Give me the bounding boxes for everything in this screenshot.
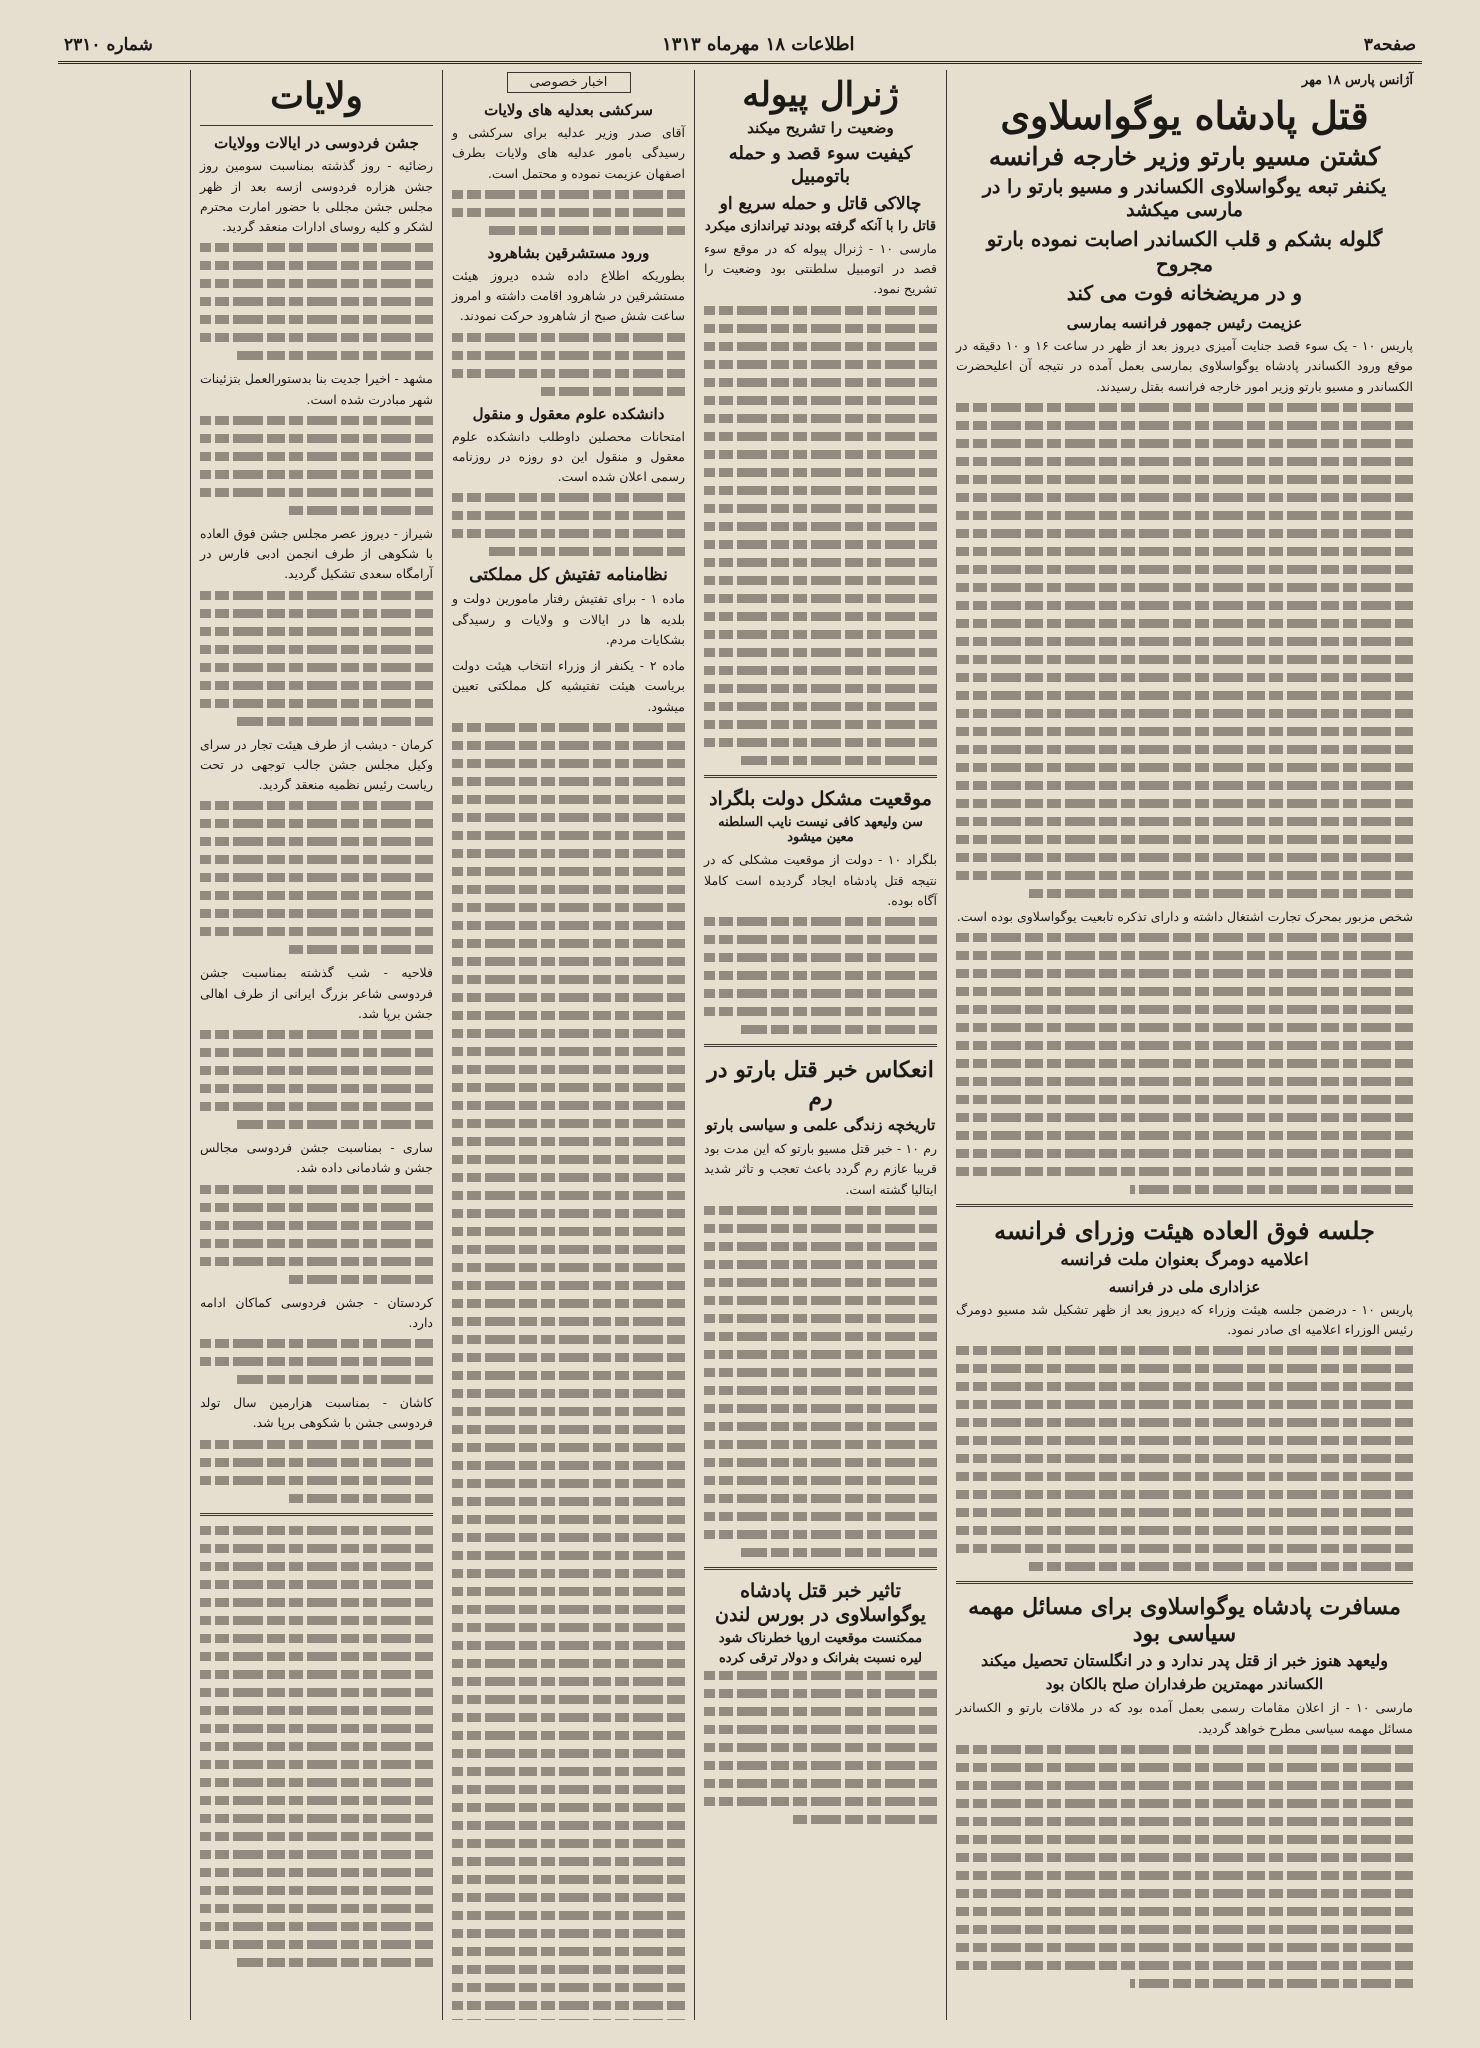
text-lines (200, 243, 433, 360)
article-paragraph: رضائیه - روز گذشته بمناسبت سومین روز جشن هزاره فردوسی ازسه بعد از ظهر مجلس جشن مجللی با حضور امارت محترم لشکر و کلیه روسای ادارات منعقد گردید. (200, 158, 433, 235)
divider (704, 1567, 937, 1570)
headline-rome-reaction: انعکاس خبر قتل بارتو در رم (707, 1057, 934, 1111)
divider (200, 125, 433, 126)
column-special-news (442, 70, 694, 2020)
agency-line: آژانس پارس ۱۸ مهر (1301, 73, 1413, 88)
divider (704, 1044, 937, 1047)
article-paragraph: رم ۱۰ - خبر قتل مسیو بارتو که این مدت بود قریبا عازم رم گردد باعث تعجب و تاثر شدید ایتالیا گشته است. (704, 1141, 938, 1197)
text-lines (200, 1185, 433, 1284)
text-lines (704, 917, 937, 1034)
text-lines (200, 1526, 433, 1967)
article-paragraph: مشهد - اخیرا جدیت بنا بدستورالعمل بتزئینات شهر مبادرت شده است. (200, 371, 433, 407)
issue-number: شماره ۲۳۱۰ (64, 34, 153, 55)
text-lines (200, 416, 433, 515)
article-paragraph: آقای صدر وزیر عدلیه برای سرکشی و رسیدگی بامور عدلیه های ولایات بطرف اصفهان عزیمت نموده و محتمل است. (452, 125, 685, 181)
divider (956, 1581, 1413, 1584)
headline-sub-shooting: قاتل را با آنکه گرفته بودند تیراندازی میکرد (704, 218, 937, 234)
headline-sub-regent: سن ولیعهد کافی نیست نایب السلطنه معین میشود (718, 815, 923, 846)
article-paragraph: فلاحیه - شب گذشته بمناسبت جشن فردوسی شاعر بزرگ ایرانی از طرف اهالی جشن برپا شد. (200, 965, 433, 1021)
section-inspection-regulation: نظامنامه تفتیش کل مملکتی (469, 565, 668, 586)
text-lines (452, 333, 685, 396)
article-paragraph: ماده ۲ - یکنفر از وزراء انتخاب هیئت دولت بریاست هیئت تفتیشیه کل مملکتی تعیین میشود. (452, 658, 685, 714)
headline-sub-biography: تاریخچه زندگی علمی و سیاسی بارتو (705, 1116, 936, 1135)
text-lines (200, 1030, 433, 1129)
date-line: اطلاعات ۱۸ مهرماه ۱۳۱۳ (662, 34, 855, 55)
text-lines (704, 306, 937, 765)
section-ferdowsi-celebration: جشن فردوسی در ایالات وولایات (214, 134, 419, 153)
article-paragraph: مارسی ۱۰ - ژنرال پیوله که در موقع سوء قصد در اتومبیل سلطنتی بود وضعیت را تشریح نمود. (704, 240, 937, 297)
headline-sub-attack: کیفیت سوء قصد و حمله باتومبیل (728, 143, 913, 188)
text-lines (956, 1346, 1413, 1571)
headline-sub-hospital: و در مریضخانه فوت می کند (1066, 281, 1303, 306)
headline-cabinet-meeting: جلسه فوق العاده هیئت وزرای فرانسه (994, 1216, 1375, 1246)
headline-sub-assassin: چالاکی قاتل و حمله سریع او (719, 193, 922, 214)
headline-sub-barthou: کشتن مسیو بارتو وزیر خارجه فرانسه (988, 141, 1381, 171)
article-paragraph: کردستان - جشن فردوسی کماکان ادامه دارد. (200, 1294, 433, 1330)
headline-sub-marseille: یکنفر تبعه یوگواسلاوی الکساندر و مسیو بارتو را در مارسی میکشد (982, 175, 1387, 222)
divider (956, 1204, 1413, 1207)
text-lines (452, 723, 685, 2020)
text-lines (200, 591, 433, 726)
text-lines (956, 403, 1413, 898)
text-lines (956, 1745, 1413, 1988)
text-lines (704, 1671, 937, 1824)
headline-sub-europe: ممکنست موقعیت اروپا خطرناک شود (718, 1631, 923, 1647)
divider (200, 1513, 433, 1516)
article-paragraph: بطوریکه اطلاع داده شده دیروز هیئت مستشرقین در شاهرود اقامت داشته و امروز ساعت شش صبح از شاهرود حرکت نمودند. (452, 267, 685, 324)
main-headline: قتل پادشاه یوگواسلاوی (1000, 93, 1369, 138)
headline-sub-explains: وضعیت را تشریح میکند (747, 119, 894, 138)
text-lines (200, 1339, 433, 1384)
masthead (58, 34, 1422, 64)
columns (58, 70, 1422, 2020)
article-paragraph: ماده ۱ - برای تفتیش رفتار مامورین دولت و بلدیه ها در ایالات و ولایات و رسیدگی بشکایات مردم. (452, 591, 685, 647)
text-lines (704, 1206, 937, 1557)
page-number: صفحه۳ (1363, 34, 1416, 55)
article-paragraph: مارسی ۱۰ - از اعلان مقامات رسمی بعمل آمده بود که در ملاقات بارتو و الکساندر مسائل مهمه سیاسی مطرح خواهد گردید. (956, 1700, 1413, 1736)
text-lines (452, 190, 685, 235)
headline-sub-bullet: گلوله بشکم و قلب الکساندر اصابت نموده بارتو مجروح (986, 227, 1383, 277)
article-paragraph: بلگراد ۱۰ - دولت از موقعیت مشکلی که در نتیجه قتل پادشاه ایجاد گردیده است کاملا آگاه بوده. (704, 852, 937, 908)
section-national-mourning: عزاداری ملی در فرانسه (1108, 1277, 1261, 1296)
section-president-trip: عزیمت رئیس جمهور فرانسه بمارسی (1066, 314, 1303, 333)
column-provinces (190, 70, 442, 2020)
headline-provinces: ولایات (270, 75, 363, 117)
text-lines (200, 1440, 433, 1503)
section-orientalists: ورود مستشرقین بشاهرود (487, 243, 650, 262)
article-paragraph: کرمان - دیشب از طرف هیئت تجار در سرای وکیل مجلس جشن جالب توجهی در تحت ریاست رئیس نظمیه منعقد گردید. (200, 736, 433, 793)
article-paragraph: امتحانات محصلین داوطلب دانشکده علوم معقول و منقول این دو روزه در روزنامه رسمی اعلان شده است. (452, 428, 685, 484)
section-faculty: دانشکده علوم معقول و منقول (472, 404, 665, 423)
kicker-special-news: اخبار خصوصی (507, 72, 631, 93)
headline-balkan-peace: الکساندر مهمترین طرفداران صلح بالکان بود (1045, 1675, 1324, 1694)
headline-king-journey: مسافرت پادشاه یوگواسلاوی برای مسائل مهمه سیاسی بود (968, 1594, 1401, 1647)
article-paragraph: شخص مزبور بمحرک تجارت اشتغال داشته و دارای تذکره تابعیت یوگواسلاوی بوده است. (956, 908, 1413, 924)
article-paragraph: شیراز - دیروز عصر مجلس جشن فوق العاده با شکوهی از طرف انجمن ادبی فارس در آرامگاه سعدی تشکیل گردید. (200, 525, 433, 582)
text-lines (452, 493, 685, 556)
article-paragraph: کاشان - بمناسبت هزارمین سال تولد فردوسی جشن با شکوهی برپا شد. (200, 1395, 433, 1431)
column-king-assassination (946, 70, 1422, 2020)
headline-doumergue: اعلامیه دومرگ بعنوان ملت فرانسه (1060, 1249, 1309, 1270)
headline-crown-prince: ولیعهد هنوز خبر از قتل پدر ندارد و در انگلستان تحصیل میکند (981, 1651, 1388, 1671)
text-lines (200, 801, 433, 954)
column-general-piolet (694, 70, 946, 2020)
text-lines (956, 933, 1413, 1194)
article-paragraph: پاریس ۱۰ - یک سوء قصد جنایت آمیزی دیروز بعد از ظهر در ساعت ۱۶ و ۱۰ دقیقه در موقع ورود الکساندر پادشاه یوگواسلاوی بمارسی بعمل آمده در نتیجه آن اعلیحضرت الکساندر و مسیو بارتو وزیر امور خارجه فرانسه بقتل رسیدند. (956, 338, 1414, 394)
headline-sub-pound: لیره نسبت بفرانک و دولار ترقی کرده (719, 1651, 922, 1667)
headline-belgrade: موقعیت مشکل دولت بلگراد (709, 787, 932, 810)
article-paragraph: پاریس ۱۰ - درضمن جلسه هیئت وزراء که دیروز بعد از ظهر تشکیل شد مسیو دومرگ رئیس الوزراء اعلامیه ای صادر نمود. (956, 1301, 1413, 1338)
headline-london-bourse: تاثیر خبر قتل پادشاه یوگواسلاوی در بورس لندن (715, 1579, 926, 1626)
divider (704, 775, 937, 778)
section-courts-inspection: سرکشی بعدلیه های ولایات (484, 101, 653, 119)
article-paragraph: ساری - بمناسبت جشن فردوسی مجالس جشن و شادمانی داده شد. (200, 1140, 433, 1176)
headline-general: ژنرال پیوله (742, 75, 899, 115)
